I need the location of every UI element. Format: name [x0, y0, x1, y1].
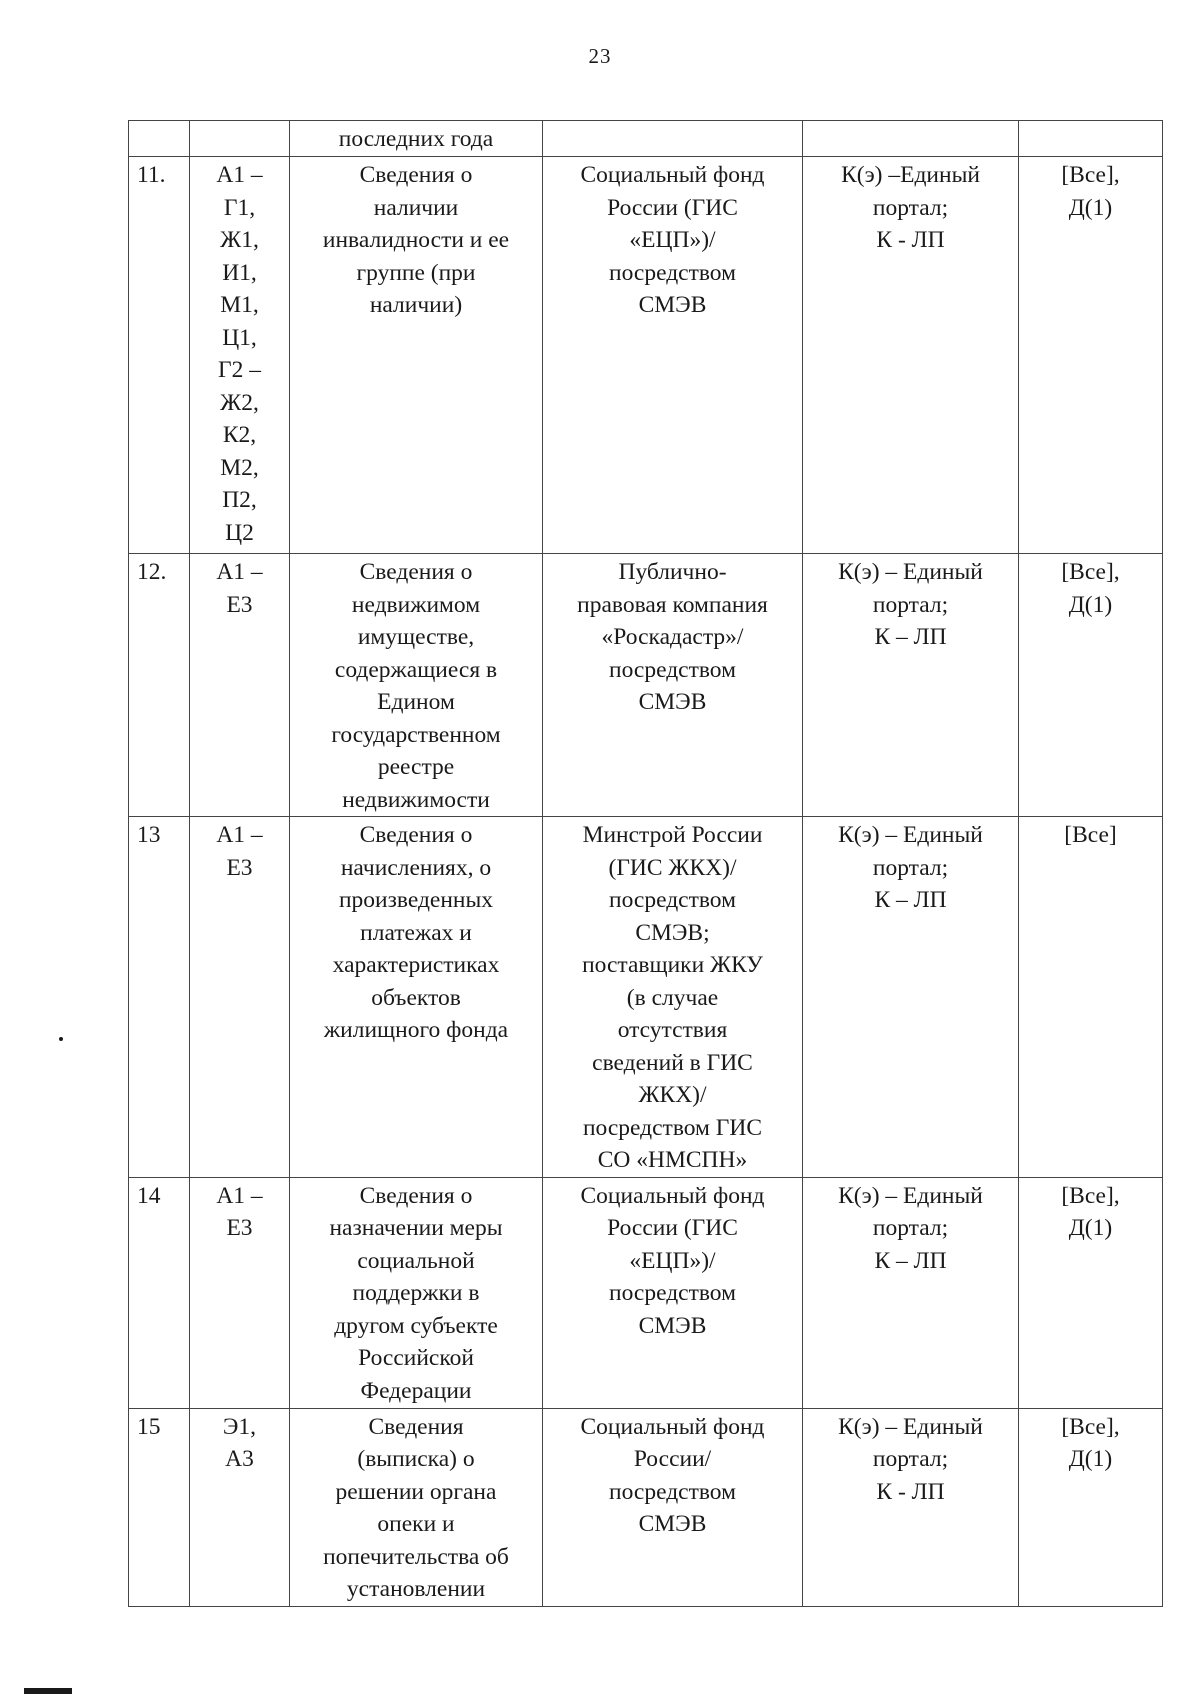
table-row [129, 554, 1163, 817]
row-info-cell: Сведения о назначении меры социальной поддержки в другом субъекте Российской Федерации [290, 1177, 543, 1408]
row-scope-cell: [Все] [1019, 817, 1163, 1178]
row-scope-cell: [Все], Д(1) [1019, 554, 1163, 817]
row-number-cell: 15 [129, 1408, 190, 1606]
row-codes-cell [190, 121, 290, 157]
table-row [129, 157, 1163, 554]
row-info-cell: Сведения о недвижимом имуществе, содержащиеся в Едином государственном реестре недвижимости [290, 554, 543, 817]
row-info-cell: Сведения о начислениях, о произведенных платежах и характеристиках объектов жилищного фонда [290, 817, 543, 1178]
row-scope-cell: [Все], Д(1) [1019, 1408, 1163, 1606]
table-row [129, 1177, 1163, 1408]
row-scope-cell: [Все], Д(1) [1019, 157, 1163, 554]
table-row [129, 1408, 1163, 1606]
document-table [128, 120, 1162, 1607]
row-number-cell: 13 [129, 817, 190, 1178]
row-method-cell: К(э) –Единый портал; К - ЛП [803, 157, 1019, 554]
row-number-cell: 14 [129, 1177, 190, 1408]
table-row [129, 817, 1163, 1178]
row-scope-cell: [Все], Д(1) [1019, 1177, 1163, 1408]
row-method-cell: К(э) – Единый портал; К – ЛП [803, 817, 1019, 1178]
row-codes-cell: А1 – Е3 [190, 1177, 290, 1408]
row-source-cell: Социальный фонд России (ГИС «ЕЦП»)/ посредством СМЭВ [543, 1177, 803, 1408]
row-source-cell: Социальный фонд России/ посредством СМЭВ [543, 1408, 803, 1606]
row-source-cell: Социальный фонд России (ГИС «ЕЦП»)/ посредством СМЭВ [543, 157, 803, 554]
row-method-cell: К(э) – Единый портал; К – ЛП [803, 554, 1019, 817]
row-number-cell: 12. [129, 554, 190, 817]
row-number-cell [129, 121, 190, 157]
scan-corner-mark [24, 1688, 72, 1694]
row-codes-cell: А1 – Е3 [190, 554, 290, 817]
row-number-cell: 11. [129, 157, 190, 554]
row-method-cell: К(э) – Единый портал; К – ЛП [803, 1177, 1019, 1408]
table-row [129, 121, 1163, 157]
margin-dot [59, 1037, 63, 1041]
row-info-cell: последних года [290, 121, 543, 157]
row-info-cell: Сведения о наличии инвалидности и ее группе (при наличии) [290, 157, 543, 554]
row-source-cell: Публично- правовая компания «Роскадастр»/ посредством СМЭВ [543, 554, 803, 817]
row-method-cell [803, 121, 1019, 157]
row-source-cell [543, 121, 803, 157]
row-codes-cell: Э1, А3 [190, 1408, 290, 1606]
row-method-cell: К(э) – Единый портал; К - ЛП [803, 1408, 1019, 1606]
row-info-cell: Сведения (выписка) о решении органа опеки и попечительства об установлении [290, 1408, 543, 1606]
row-codes-cell: А1 – Е3 [190, 817, 290, 1178]
row-codes-cell: А1 – Г1, Ж1, И1, М1, Ц1, Г2 – Ж2, К2, М2, П2, Ц2 [190, 157, 290, 554]
row-scope-cell [1019, 121, 1163, 157]
page-number: 23 [588, 44, 612, 68]
row-source-cell: Минстрой России (ГИС ЖКХ)/ посредством СМЭВ; поставщики ЖКУ (в случае отсутствия сведений в ГИС ЖКХ)/ посредством ГИС СО «НМСПН» [543, 817, 803, 1178]
